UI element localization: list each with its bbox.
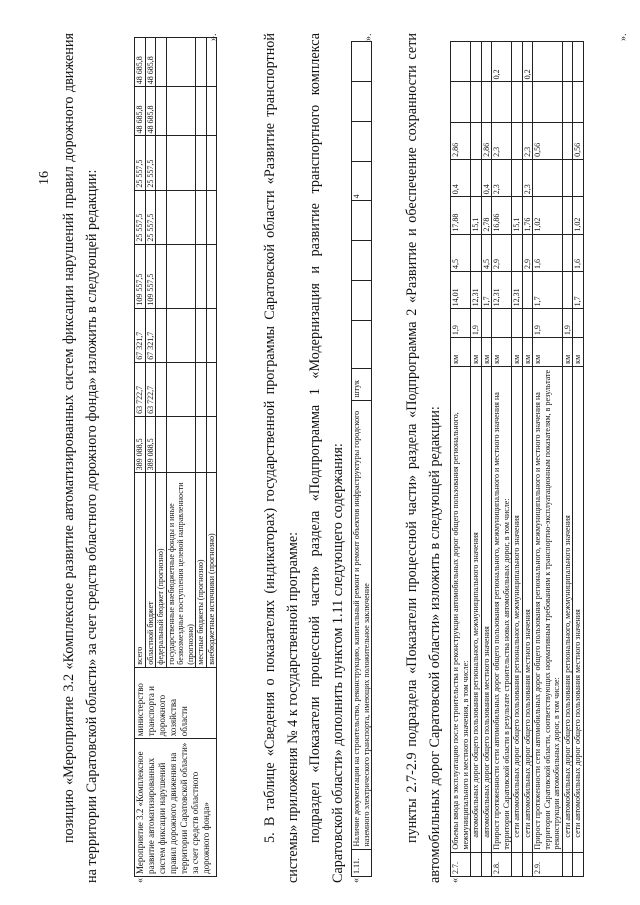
indicator-value-cell <box>352 42 372 82</box>
indicator-value-cell <box>512 82 523 122</box>
funding-value-cell <box>156 136 167 190</box>
funding-value-cell <box>196 136 207 190</box>
indicator-value-cell <box>481 42 492 82</box>
row-number-cell <box>512 852 523 876</box>
indicator-value-cell: 1,76 <box>522 197 533 234</box>
funding-value-cell: 67 321,7 <box>145 308 156 362</box>
funding-value-cell: 25 557,5 <box>135 190 146 244</box>
indicator-name-cell: сети автомобильных дорог общего пользования местного значения <box>573 366 584 852</box>
funding-value-cell <box>206 38 217 87</box>
indicator-value-cell <box>562 197 573 234</box>
indicator-value-cell <box>573 42 584 82</box>
table2-closing-quote: ». <box>363 33 374 41</box>
indicator-value-cell: 4 <box>352 161 372 201</box>
indicator-value-cell <box>352 81 372 121</box>
funding-row <box>135 38 146 877</box>
indicator-value-cell: 12,31 <box>492 271 512 308</box>
indicator-value-cell: 16,86 <box>492 197 512 234</box>
funding-value-cell <box>206 362 217 416</box>
funding-value-cell <box>206 190 217 244</box>
indicator-value-cell: 1,9 <box>471 309 482 338</box>
indicator-value-cell <box>481 82 492 122</box>
unit-cell: км <box>573 338 584 367</box>
indicator-1-11-table <box>351 41 372 877</box>
indicator-value-cell: 1,7 <box>481 271 492 308</box>
executor-cell: министерство транспорта и дорожного хозяйства области <box>135 667 217 739</box>
indicator-value-cell <box>451 82 471 122</box>
funding-value-cell <box>196 308 207 362</box>
indicator-value-cell: 0,4 <box>451 159 471 196</box>
indicator-value-cell: 14,01 <box>451 271 471 308</box>
funding-value-cell <box>206 87 217 136</box>
row-number-cell: 1.11. <box>352 849 372 876</box>
indicator-row <box>573 42 584 877</box>
indicator-value-cell <box>471 234 482 271</box>
indicator-value-cell: 15,1 <box>471 197 482 234</box>
funding-value-cell <box>196 416 207 473</box>
indicator-value-cell <box>533 42 563 82</box>
unit-cell: штук <box>352 368 372 400</box>
indicator-value-cell: 0,2 <box>492 42 512 82</box>
indicator-value-cell: 4,5 <box>451 234 471 271</box>
unit-cell: км <box>471 338 482 367</box>
indicator-name-cell: сети автомобильных дорог общего пользования регионального, межмуниципального значения <box>512 366 523 852</box>
indicator-name-cell: автомобильных дорог общего пользования регионального, межмуниципального значения <box>471 366 482 852</box>
row-number-cell <box>481 852 492 876</box>
row-number-cell: 2.7. <box>451 852 471 876</box>
table3-opening-quote: « <box>450 878 461 883</box>
indicator-value-cell <box>562 271 573 308</box>
indicator-row <box>352 42 372 877</box>
indicator-value-cell: 2,9 <box>492 234 512 271</box>
funding-value-cell <box>166 38 196 87</box>
rotated-page-content <box>58 33 633 883</box>
row-number-cell <box>573 852 584 876</box>
funding-table <box>134 37 217 877</box>
indicator-row <box>562 42 573 877</box>
funding-value-cell <box>166 136 196 190</box>
indicator-value-cell: 1,02 <box>533 197 563 234</box>
row-number-cell <box>471 852 482 876</box>
funding-value-cell <box>196 38 207 87</box>
indicator-value-cell: 2,86 <box>451 122 471 159</box>
funding-source-cell: государственные внебюджетные фонды и иные безвозмездные поступления целевой направленности (прогнозно) <box>166 473 196 667</box>
funding-value-cell <box>196 87 207 136</box>
page-number: 16 <box>37 171 52 185</box>
funding-source-cell: федеральный бюджет (прогнозно) <box>156 473 167 667</box>
funding-value-cell <box>156 87 167 136</box>
indicator-value-cell: 2,3 <box>492 122 512 159</box>
funding-value-cell: 63 722,7 <box>135 362 146 416</box>
row-number-cell <box>562 852 573 876</box>
indicator-value-cell <box>471 42 482 82</box>
funding-value-cell <box>206 416 217 473</box>
indicator-value-cell <box>492 82 512 122</box>
indicator-value-cell: 0,56 <box>533 122 563 159</box>
paragraph-subsection-1-11: подраздел «Показатели процессной части» раздела «Подпрограмма 1 «Модернизация и развитие транспортного комплекса Саратовской области» дополнить пунктом 1.11 следующего содержания: <box>307 33 346 883</box>
indicator-value-cell <box>522 271 533 308</box>
table2-opening-quote: « <box>351 878 362 883</box>
funding-value-cell <box>156 190 167 244</box>
indicator-name-cell: Прирост протяженности сети автомобильных дорог общего пользования регионального, межмуниципального и местного значения на территории Саратовской области, соответствующих нормативным требованиям к транспортно-эксплуатационным показателям, в результате реконструкции автомобильных дорог, в том числе: <box>533 366 563 852</box>
row-number-cell: 2.9. <box>533 852 563 876</box>
funding-value-cell <box>196 362 207 416</box>
indicator-value-cell: 2,3 <box>522 122 533 159</box>
unit-cell: км <box>562 338 573 367</box>
paragraph-measure-3-2: позицию «Мероприятие 3.2 «Комплексное развитие автоматизированных систем фиксации нарушений правил дорожного движения на территории Саратовской области» за счет средств областного дорожного фонда» изложить в следующей редакции: <box>61 33 100 883</box>
indicator-value-cell <box>573 159 584 196</box>
funding-source-cell: внебюджетные источники (прогнозно) <box>206 473 217 667</box>
indicator-value-cell <box>573 309 584 338</box>
funding-source-cell: всего <box>135 473 146 667</box>
funding-source-cell: областной бюджет <box>145 473 156 667</box>
indicator-value-cell: 2,78 <box>481 197 492 234</box>
indicator-value-cell <box>352 241 372 281</box>
indicator-value-cell <box>562 159 573 196</box>
indicator-value-cell: 1,7 <box>533 271 563 308</box>
indicator-value-cell <box>562 82 573 122</box>
funding-value-cell: 389 088,5 <box>135 416 146 473</box>
indicator-value-cell: 1,9 <box>562 309 573 338</box>
indicator-value-cell <box>562 122 573 159</box>
funding-value-cell: 48 685,8 <box>145 38 156 87</box>
indicator-value-cell: 0,56 <box>573 122 584 159</box>
paragraph-section-5: 5. В таблице «Сведения о показателях (индикаторах) государственной программы Саратовской области «Развитие транспортной системы» приложения № 4 к государственной программе: <box>262 33 301 883</box>
indicator-row <box>471 42 482 877</box>
funding-value-cell: 48 685,8 <box>145 87 156 136</box>
funding-value-cell <box>166 308 196 362</box>
funding-source-cell: местные бюджеты (прогнозно) <box>196 473 207 667</box>
table1-opening-quote: « <box>135 878 146 883</box>
funding-value-cell: 25 557,5 <box>135 136 146 190</box>
unit-cell: км <box>522 338 533 367</box>
unit-cell: км <box>492 338 512 367</box>
funding-value-cell <box>206 244 217 308</box>
funding-value-cell <box>156 38 167 87</box>
unit-cell: км <box>481 338 492 367</box>
table3-closing-quote: ». <box>618 33 629 41</box>
indicator-value-cell <box>522 82 533 122</box>
funding-value-cell <box>166 416 196 473</box>
indicator-name-cell: сети автомобильных дорог общего пользования регионального, межмуниципального значения <box>562 366 573 852</box>
funding-value-cell <box>156 416 167 473</box>
indicator-value-cell <box>533 82 563 122</box>
funding-value-cell <box>196 190 207 244</box>
indicator-value-cell: 0,2 <box>522 42 533 82</box>
indicator-value-cell <box>352 121 372 161</box>
funding-value-cell: 389 088,5 <box>145 416 156 473</box>
unit-cell: км <box>533 338 563 367</box>
indicator-value-cell <box>451 42 471 82</box>
indicator-value-cell <box>512 234 523 271</box>
indicator-name-cell: Объемы ввода в эксплуатацию после строительства и реконструкции автомобильных дорог общего пользования регионального, межмуниципального и местного значения, в том числе: <box>451 366 471 852</box>
funding-value-cell <box>166 190 196 244</box>
funding-value-cell <box>196 244 207 308</box>
indicator-row <box>512 42 523 877</box>
indicator-value-cell: 1,7 <box>573 271 584 308</box>
indicator-value-cell: 2,9 <box>522 234 533 271</box>
funding-value-cell <box>206 136 217 190</box>
indicator-value-cell: 1,02 <box>573 197 584 234</box>
funding-value-cell <box>166 87 196 136</box>
row-number-cell: 2.8. <box>492 852 512 876</box>
indicator-value-cell <box>512 122 523 159</box>
indicator-value-cell: 2,3 <box>492 159 512 196</box>
measure-name-cell: Мероприятие 3.2 «Комплексное развитие автоматизированных систем фиксации нарушений правил дорожного движения на территории Саратовской области» за счет средств областного дорожного фонда» <box>135 739 217 877</box>
indicator-value-cell <box>573 82 584 122</box>
indicator-value-cell <box>492 309 512 338</box>
funding-value-cell <box>156 244 167 308</box>
indicator-value-cell: 2,3 <box>522 159 533 196</box>
indicator-value-cell <box>471 122 482 159</box>
indicator-value-cell <box>352 320 372 368</box>
indicator-value-cell <box>562 234 573 271</box>
indicator-value-cell: 2,86 <box>481 122 492 159</box>
funding-value-cell <box>166 244 196 308</box>
indicator-value-cell <box>471 82 482 122</box>
indicator-name-cell: автомобильных дорог общего пользования местного значения <box>481 366 492 852</box>
indicator-row <box>481 42 492 877</box>
table1-closing-quote: ». <box>208 33 219 41</box>
indicator-row <box>522 42 533 877</box>
funding-value-cell: 63 722,7 <box>145 362 156 416</box>
indicator-value-cell <box>352 281 372 321</box>
indicator-value-cell: 12,31 <box>471 271 482 308</box>
indicator-value-cell <box>512 159 523 196</box>
funding-value-cell <box>166 362 196 416</box>
indicator-row <box>533 42 563 877</box>
funding-value-cell <box>206 308 217 362</box>
indicator-value-cell: 1,6 <box>573 234 584 271</box>
indicator-value-cell <box>512 42 523 82</box>
indicator-value-cell <box>512 309 523 338</box>
funding-value-cell: 48 685,8 <box>135 87 146 136</box>
indicator-value-cell: 1,9 <box>533 309 563 338</box>
funding-value-cell: 109 557,5 <box>135 244 146 308</box>
unit-cell: км <box>451 338 471 367</box>
indicator-value-cell: 4,5 <box>481 234 492 271</box>
unit-cell: км <box>512 338 523 367</box>
funding-value-cell: 109 557,5 <box>145 244 156 308</box>
funding-value-cell: 25 557,5 <box>145 190 156 244</box>
indicator-value-cell: 1,6 <box>533 234 563 271</box>
indicator-value-cell: 0,4 <box>481 159 492 196</box>
indicator-value-cell <box>352 201 372 241</box>
indicator-row <box>492 42 512 877</box>
indicator-value-cell: 1,9 <box>451 309 471 338</box>
road-indicators-table <box>450 41 584 877</box>
paragraph-items-2-7-2-9: пункты 2.7-2.9 подраздела «Показатели процессной части» раздела «Подпрограмма 2 «Развитие и обеспечение сохранности сети автомобильных дорог Саратовской области» изложить в следующей редакции: <box>404 33 443 883</box>
indicator-value-cell: 12,31 <box>512 271 523 308</box>
indicator-value-cell <box>481 309 492 338</box>
indicator-name-cell: сети автомобильных дорог общего пользования местного значения <box>522 366 533 852</box>
funding-value-cell: 48 685,8 <box>135 38 146 87</box>
row-number-cell <box>522 852 533 876</box>
indicator-value-cell <box>471 159 482 196</box>
indicator-value-cell <box>533 159 563 196</box>
indicator-value-cell <box>562 42 573 82</box>
indicator-row <box>451 42 471 877</box>
indicator-name-cell: Наличие документации на строительство, реконструкцию, капитальный ремонт и ремонт объектов инфраструктуры городского наземного электрического транспорта, имеющих положительное заключение <box>352 400 372 849</box>
indicator-value-cell <box>522 309 533 338</box>
funding-value-cell: 25 557,5 <box>145 136 156 190</box>
funding-value-cell: 67 321,7 <box>135 308 146 362</box>
indicator-name-cell: Прирост протяженности сети автомобильных дорог общего пользования регионального, межмуниципального и местного значения на территории Саратовской области в результате строительства новых автомобильных дорог, в том числе: <box>492 366 512 852</box>
indicator-value-cell: 15,1 <box>512 197 523 234</box>
funding-value-cell <box>156 308 167 362</box>
funding-value-cell <box>156 362 167 416</box>
indicator-value-cell: 17,88 <box>451 197 471 234</box>
